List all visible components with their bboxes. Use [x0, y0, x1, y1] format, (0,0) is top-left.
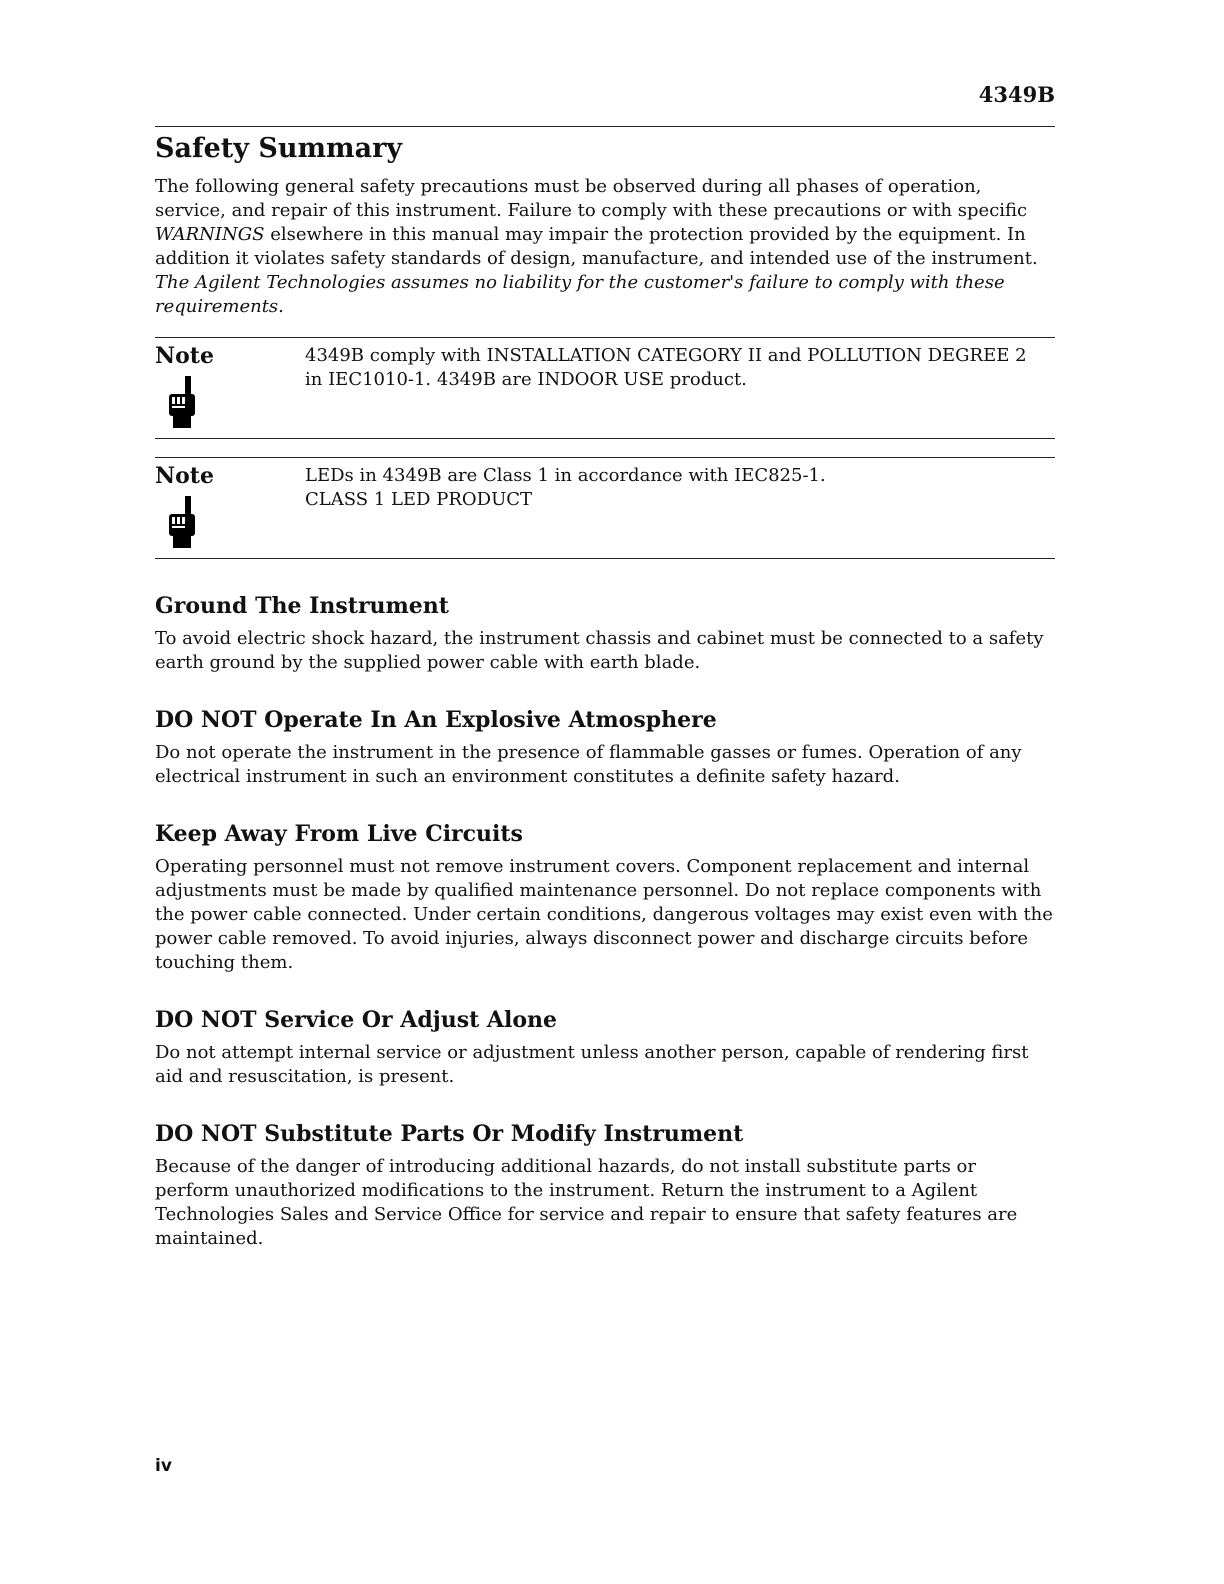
section-body-ground: To avoid electric shock hazard, the instrument chassis and cabinet must be connected to a safety earth ground by the supplied power cable with earth blade.: [155, 628, 1044, 673]
section-heading-service-alone: DO NOT Service Or Adjust Alone: [155, 1007, 557, 1033]
running-header-model: 4349B: [155, 80, 1055, 127]
section-body-substitute-parts: Because of the danger of introducing additional hazards, do not install substitute parts or perform unauthorized modifications to the instrument. Return the instrument to a Agilent Technologies Sales and Service Office for service and repair to ensure that safety features are maintained.: [155, 1156, 1018, 1249]
note-line-1: 4349B comply with INSTALLATION CATEGORY II and POLLUTION DEGREE 2: [305, 345, 1027, 366]
page-number: iv: [155, 1456, 172, 1476]
document-page: [155, 80, 1055, 1251]
note-body: [305, 464, 826, 548]
section-heading-substitute-parts: DO NOT Substitute Parts Or Modify Instrument: [155, 1121, 744, 1147]
note-left-column: [155, 464, 305, 548]
liability-disclaimer: The Agilent Technologies assumes no liability for the customer's failure to comply with these requirements.: [155, 272, 1005, 317]
pointing-hand-icon: [163, 376, 199, 428]
pointing-hand-icon: [163, 496, 199, 548]
note-line-2: in IEC1010-1. 4349B are INDOOR USE product.: [305, 369, 747, 390]
section-body-explosive: Do not operate the instrument in the presence of flammable gasses or fumes. Operation of any electrical instrument in such an environment constitutes a definite safety hazard.: [155, 742, 1022, 787]
note-installation-category: [155, 337, 1055, 439]
section-heading-explosive: DO NOT Operate In An Explosive Atmosphere: [155, 707, 717, 733]
note-body: [305, 344, 1027, 428]
note-label: Note: [155, 463, 214, 489]
note-label: Note: [155, 343, 214, 369]
intro-warnings-word: WARNINGS: [155, 224, 265, 245]
intro-text-after: elsewhere in this manual may impair the protection provided by the equipment. In addition it violates safety standards of design, manufacture, and intended use of the instrument.: [155, 224, 1038, 269]
page-title: Safety Summary: [155, 133, 403, 164]
section-body-live-circuits: Operating personnel must not remove instrument covers. Component replacement and internal adjustments must be made by qualified maintenance personnel. Do not replace components with the power cable connected. Under certain conditions, dangerous voltages may exist even with the power cable removed. To avoid injuries, always disconnect power and discharge circuits before touching them.: [155, 856, 1053, 973]
intro-paragraph: [155, 175, 1055, 271]
intro-text-before: The following general safety precautions must be observed during all phases of operation, service, and repair of this instrument. Failure to comply with these precautions or with specific: [155, 176, 1028, 221]
note-led-class: [155, 457, 1055, 559]
section-body-service-alone: Do not attempt internal service or adjustment unless another person, capable of rendering first aid and resuscitation, is present.: [155, 1042, 1029, 1087]
note-line-2: CLASS 1 LED PRODUCT: [305, 489, 533, 510]
section-heading-ground: Ground The Instrument: [155, 593, 449, 619]
section-heading-live-circuits: Keep Away From Live Circuits: [155, 821, 523, 847]
note-line-1: LEDs in 4349B are Class 1 in accordance with IEC825-1.: [305, 465, 826, 486]
note-left-column: [155, 344, 305, 428]
